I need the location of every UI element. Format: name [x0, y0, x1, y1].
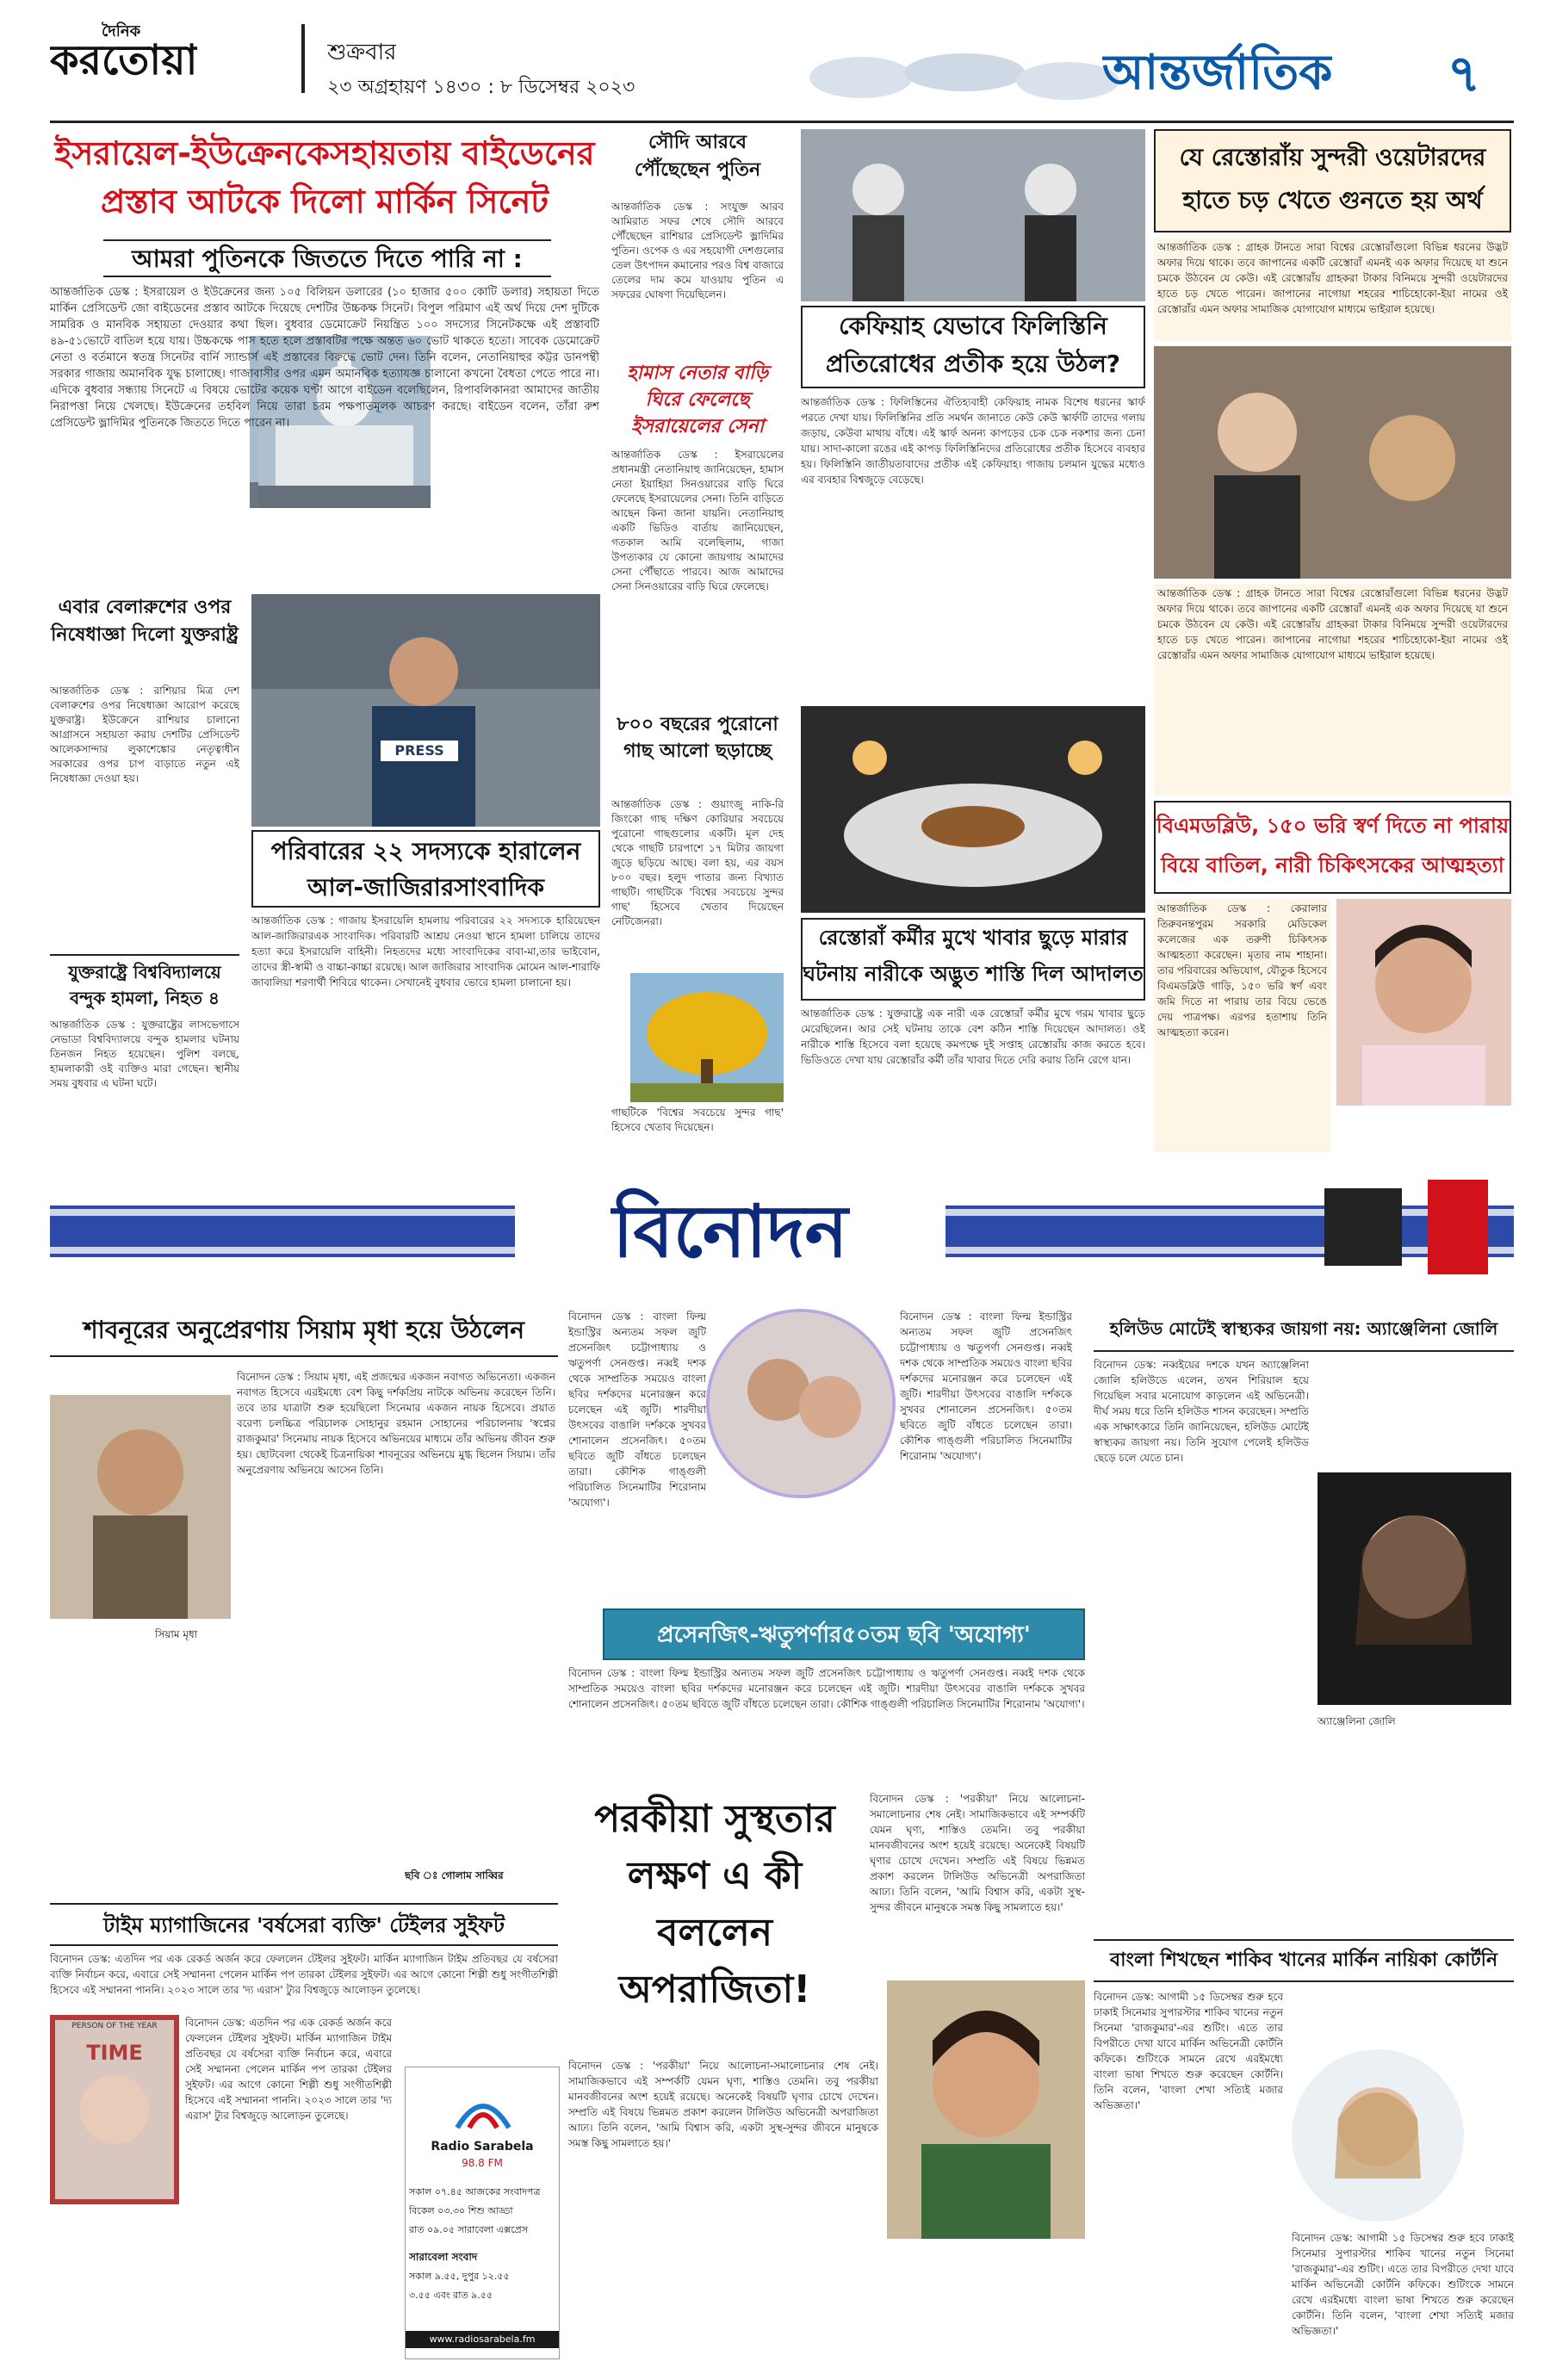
masthead	[0, 0, 1550, 121]
tree-title: ৮০০ বছরের পুরোনো গাছ আলো ছড়াচ্ছে	[617, 714, 778, 762]
parakiya-text-repeat: বিনোদন ডেস্ক : 'পরকীয়া' নিয়ে আলোচনা-সমালোচনার শেষ নেই। সামাজিকভাবে এই সম্পর্কটি যেমন ঘৃণ্য, শাস্তিও তেমনি। তবু পরকীয়া মানবজীবনের অংশ হয়েই রয়েছে। অনেকেই বিষয়টি ঘৃণার চোখে দেখেন। সম্প্রতি এই বিষয়ে ভিন্নমত প্রকাশ করলেন টালিউড অভিনেত্রী অপরাজিতা আঢ্য। তিনি বলেন, 'আমি বিশ্বাস করি, একটা সুস্থ-সুন্দর জীবনে মানুষকে সমস্ত কিছু সামলাতে হয়।'	[870, 1793, 1085, 1913]
waitress-title: যে রেস্তোরাঁয় সুন্দরী ওয়েটারদের হাতে চড় খেতে গুনতে হয় অর্থ	[1179, 143, 1486, 214]
waitress-text-repeat: আন্তর্জাতিক ডেস্ক : গ্রাহক টানতে সারা বিশ্বের রেস্তোরাঁগুলো বিভিন্ন ধরনের উদ্ভট অফার দিয়ে থাকে। তবে জাপানের একটি রেস্তোরাঁ এমনই এক অফার দিয়েছে যা শুনে চমকে উঠবেন যে কেউ। এই রেস্তোরাঁয় গ্রাহকরা টাকার বিনিময়ে সুন্দরী ওয়েটারদের হাতে চড় খেতে পারেন। জাপানের নাগোয়া শহরের শাচিহোকো-ইয়া নামের ওই রেস্তোরাঁর এমন অফার সামাজিক যোগাযোগ মাধ্যমে ভাইরাল হয়েছে।	[1157, 587, 1508, 661]
keffiyeh-photo	[801, 129, 1145, 301]
kofi-photo	[1292, 2049, 1464, 2222]
parakiya-text-top	[870, 1791, 1085, 1963]
time-text-2	[185, 2015, 392, 2359]
issue-date: ২৩ অগ্রহায়ণ ১৪৩০ : ৮ ডিসেম্বর ২০২৩	[327, 77, 636, 98]
keffiyeh-title: কেফিয়াহ যেভাবে ফিলিস্তিনি প্রতিরোধের প্রতীক হয়ে উঠল?	[801, 306, 1145, 388]
keffiyeh-text: আন্তর্জাতিক ডেস্ক : ফিলিস্তিনের ঐতিহ্যবাহী কেফিয়াহ নামক বিশেষ ধরনের স্কার্ফ পরতে দেখা যায়। ফিলিস্তিনির প্রতি সমর্থন জানাতে কেউ কেউ স্কার্ফটি তাদের গলায় জড়ায়, কেউবা মাথায় বাঁধে। এই স্কার্ফ অনন্য কাপড়ের চেক চেক নকশার জন্য চেনা যায়। সাদা-কালো রঙের এই কাপড় ফিলিস্তিনিদের প্রতিরোধের প্রতীক হিসেবে ব্যবহার হয়। ফিলিস্তিনি জাতীয়তাবাদের প্রতীক এই কেফিয়াহ। গাজায় চলমান যুদ্ধের মধ্যেও এর ব্যবহার বিশ্বজুড়ে বেড়েছে।	[801, 396, 1145, 486]
time-title: টাইম ম্যাগাজিনের 'বর্ষসেরা ব্যক্তি' টেইলর সুইফট	[50, 1903, 558, 1946]
bmw-title: বিএমডব্লিউ, ১৫০ ভরি স্বর্ণ দিতে না পারায় বিয়ে বাতিল, নারী চিকিৎসকের আত্মহত্যা	[1156, 814, 1510, 877]
kofi-text-right	[1292, 2230, 1514, 2359]
radio-url[interactable]: www.radiosarabela.fm	[406, 2331, 559, 2348]
prosenjit-text: বিনোদন ডেস্ক : বাংলা ফিল্ম ইন্ডাস্ট্রির অন্যতম সফল জুটি প্রসেনজিৎ চট্টোপাধ্যায় ও ঋতুপর্ণা সেনগুপ্ত। নব্বই দশক থেকে সাম্প্রতিক সময়েও বাংলা ছবির দর্শকদের মনোরঞ্জন করে চলেছেন এই জুটি। শারদীয়া উৎসবের বাঙালি দর্শককে সুখবর শোনালেন প্রসেনজিৎ। ৫০তম ছবিতে জুটি বাঁধতে চলেছেন তারা। কৌশিক গাঙ্গুলী পরিচালিত সিনেমাটির শিরোনাম 'অযোগ্য'।	[568, 1311, 706, 1509]
jolie-caption: অ্যাঞ্জেলিনা জোলি	[1318, 1715, 1396, 1727]
lead-text: আন্তর্জাতিক ডেস্ক : ইসরায়েল ও ইউক্রেনের জন্য ১০৫ বিলিয়ন ডলারের (১০ হাজার ৫০০ কোটি ডলার) সহায়তা দিতে মার্কিন প্রেসিডেন্ট জো বাইডেনের প্রস্তাব আটকে দিয়েছে দেশটির উচ্চকক্ষ সিনেট। বিপুল পরিমাণ এই অর্থ দিয়ে দেশ দুটিকে সামরিক ও মানবিক সহায়তা দেওয়ার কথা ছিল। বুধবার ডেমোক্রেট নিয়ন্ত্রিত ১০০ সদস্যের সিনেটকক্ষে এই প্রস্তাবটি ৪৯-৫১ভোটে বাতিল হয়ে যায়। উচ্চকক্ষে পাস হতে হলে প্রস্তাবটির পক্ষে অন্তত ৬০ ভোট থাকতে হতো। সাবেক ডেমোক্রেট নেতা ও বর্তমানে স্বতন্ত্র সিনেটর বার্নি স্যান্ডার্স এই প্রস্তাবের বিরুদ্ধে ভোট দেন। তিনি বলেন, নেতানিয়াহুর কট্টর ডানপন্থী সরকার গাজায় অমানবিক যুদ্ধ চালাচ্ছে। গাজাবাসীর ওপর এমন অমানবিক হত্যাযজ্ঞ চালানো কখনো বৈধতা পেতে পারে না। এদিকে বুধবার সন্ধ্যায় সিনেটে এ বিষয়ে ভোটের কয়েক ঘণ্টা আগে বাইডেন বলেছিলেন, রিপাবলিকানরা আমাদের জাতীয় নিরাপত্তা নিয়ে খেলছে। ইউক্রেনের তহবিল নিয়ে তারা চরম পক্ষপাতমূলক আচরণ করছে। বাইডেন বলেন, তাঁরা রুশ প্রেসিডেন্ট ভ্লাদিমির পুতিনকে জিততে দিতে পারেন না।	[50, 286, 599, 430]
waitress-text: আন্তর্জাতিক ডেস্ক : গ্রাহক টানতে সারা বিশ্বের রেস্তোরাঁগুলো বিভিন্ন ধরনের উদ্ভট অফার দিয়ে থাকে। তবে জাপানের একটি রেস্তোরাঁ এমনই এক অফার দিয়েছে যা শুনে চমকে উঠবেন যে কেউ। এই রেস্তোরাঁয় গ্রাহকরা টাকার বিনিময়ে সুন্দরী ওয়েটারদের হাতে চড় খেতে পারেন। জাপানের নাগোয়া শহরের শাচিহোকো-ইয়া নামের ওই রেস্তোরাঁর এমন অফার সামাজিক যোগাযোগ মাধ্যমে ভাইরাল হয়েছে।	[1154, 238, 1511, 341]
prosenjit-text-right	[900, 1309, 1072, 1602]
shooting-text: আন্তর্জাতিক ডেস্ক : যুক্তরাষ্ট্রের লাসভেগাসে নেভাডা বিশ্ববিদ্যালয়ে বন্দুক হামলার ঘটনায় তিনজন নিহত হয়েছেন। পুলিশ বলছে, হামলাকারী ওই ব্যক্তিও মারা গেছেন। স্থানীয় সময় বুধবার এ ঘটনা ঘটে।	[50, 1019, 239, 1089]
jolie-text: বিনোদন ডেস্ক: নব্বইয়ের দশকে যখন অ্যাঞ্জেলিনা জোলি হলিউডে এলেন, তখন শিরিয়াল হয়ে গিয়েছিল সবার মনোযোগ কাড়লেন এই অভিনেত্রী। দীর্ঘ সময় ধরে তিনি হলিউড শাসন করেছেন। সম্প্রতি এক সাক্ষাৎকারে তিনি জানিয়েছেন, হলিউড মোটেই স্বাস্থ্যকর জায়গা নয়। তিনি সুযোগ পেলেই হলিউড ছেড়ে চলে যেতে চান।	[1094, 1359, 1309, 1464]
time-text-repeat: বিনোদন ডেস্ক: এতদিন পর এক রেকর্ড অর্জন করে ফেললেন টেইলর সুইফট। মার্কিন ম্যাগাজিন টাইম প্রতিবছর যে বর্ষসেরা ব্যক্তি নির্বাচন করে, এবারে সেই সম্মাননা পেলেন মার্কিন পপ তারকা টেইলর সুইফট। এর আগে কোনো শিল্পী শুধু সংগীতশিল্পী হিসেবে এই সম্মাননা পাননি। ২০২৩ সালে তার 'দ্য এরাস' ট্যুর বিশ্বজুড়ে আলোড়ন তুলেছে।	[185, 2017, 392, 2122]
time-text: বিনোদন ডেস্ক: এতদিন পর এক রেকর্ড অর্জন করে ফেললেন টেইলর সুইফট। মার্কিন ম্যাগাজিন টাইম প্রতিবছর যে বর্ষসেরা ব্যক্তি নির্বাচন করে, এবারে সেই সম্মাননা পেলেন মার্কিন পপ তারকা টেইলর সুইফট। এর আগে কোনো শিল্পী শুধু সংগীতশিল্পী হিসেবে এই সম্মাননা পাননি। ২০২৩ সালে তার 'দ্য এরাস' ট্যুর বিশ্বজুড়ে আলোড়ন তুলেছে।	[50, 1953, 558, 1996]
masthead-divider	[301, 24, 305, 93]
siam-photo	[50, 1395, 231, 1619]
waitress-photo	[1154, 346, 1511, 579]
bmw-text: আন্তর্জাতিক ডেস্ক : কেরালার তিরুবনন্তপুরম সরকারি মেডিকেল কলেজের এক তরুণী চিকিৎসক আত্মহত্যা করেছেন। মৃতার নাম শাহানা। তার পরিবারের অভিযোগ, যৌতুক হিসেবে বিএমডব্লিউ গাড়ি, ১৫০ ভরি স্বর্ণ এবং জমি দিতে না পারায় তার বিয়ে ভেঙে দেয় পাত্রপক্ষ। এরপর হতাশায় তিনি আত্মহত্যা করেন।	[1154, 899, 1330, 1152]
hamas-text: আন্তর্জাতিক ডেস্ক : ইসরায়েলের প্রধানমন্ত্রী নেতানিয়াহু জানিয়েছেন, হামাস নেতা ইয়াহিয়া সিনওয়ারের বাড়ি ঘিরে ফেলেছে ইসরায়েলের সেনা। তিনি বাড়িতে আছেন কিনা জানা যায়নি। নেতানিয়াহু একটি ভিডিও বার্তায় জানিয়েছেন, গতকাল আমি বলেছিলাম, গাজা উপত্যকার যে কোনো জায়গায় আমাদের সেনা পৌঁছাতে পারবে। আজ আমাদের সেনা সিনওয়ারের বাড়ি ঘিরে ফেলেছে।	[611, 449, 784, 592]
radio-news-time-1: ৩.৫৫ এবং রাত ৯.৫৫	[409, 2290, 493, 2301]
kofi-text-repeat: বিনোদন ডেস্ক: আগামী ১৫ ডিসেম্বর শুরু হবে ঢাকাই সিনেমার সুপারস্টার শাকিব খানের নতুন সিনেমা 'রাজকুমার'-এর শুটিং। এতে তার বিপরীতে দেখা যাবে মার্কিন অভিনেত্রী কোর্টনি কফিকে। শুটিংকে সামনে রেখে এরইমধ্যে বাংলা ভাষা শিখতে শুরু করেছেন কোর্টনি। তিনি বলেন, 'বাংলা শেখা সত্যিই মজার অভিজ্ঞতা।'	[1292, 2232, 1514, 2337]
radio-schedule-0: সকাল ০৭.৪৫ আজকের সংবাদপত্র	[409, 2186, 541, 2197]
time-cover	[50, 2015, 179, 2204]
journalist-photo	[251, 594, 600, 827]
world-map-decoration	[801, 43, 1128, 112]
saudi-title: সৌদি আরবে পৌঁছেছেন পুতিন	[634, 132, 761, 181]
radio-ad	[405, 2067, 560, 2359]
press-label: PRESS	[394, 742, 444, 759]
prosenjit-title: প্রসেনজিৎ-ঋতুপর্ণার৫০তম ছবি 'অযোগ্য'	[603, 1608, 1085, 1660]
parakiya-title: পরকীয়া সুস্থতার লক্ষণ এ কী বললেন অপরাজিতা!	[594, 1797, 835, 2011]
journalist-title: পরিবারের ২২ সদস্যকে হারালেন আল-জাজিরারসাংবাদিক	[251, 830, 600, 908]
tree-text: আন্তর্জাতিক ডেস্ক : গুয়াংজু নাকি-রি জিংকো গাছ দক্ষিণ কোরিয়ার সবচেয়ে পুরোনো গাছগুলোর একটি। মূল দেহ থেকে গাছটি চারপাশে ১৭ মিটার জায়গা জুড়ে ছড়িয়ে আছে। বলা হয়, এর বয়স ৮০০ বছর। হলুদ পাতার জন্য বিখ্যাত গাছটি। গাছটিকে 'বিশ্বের সবচেয়ে সুন্দর গাছ' হিসেবে খেতাব দিয়েছেন নেটিজেনরা।	[611, 798, 784, 927]
lead-title: ইসরায়েল-ইউক্রেনকেসহায়তায় বাইডেনের প্রস্তাব আটকে দিলো মার্কিন সিনেট	[54, 134, 595, 220]
shooting-title: যুক্তরাষ্ট্রে বিশ্ববিদ্যালয়ে বন্দুক হামলা, নিহত ৪	[50, 954, 239, 1014]
belarus-text: আন্তর্জাতিক ডেস্ক : রাশিয়ার মিত্র দেশ বেলারুশের ওপর নিষেধাজ্ঞা আরোপ করেছে যুক্তরাষ্ট্র। ইউক্রেনে রাশিয়ার চালানো আগ্রাসনে সহায়তা করায় দেশটির প্রেসিডেন্ট আলেকসান্দার লুকাশেঙ্কোর নেতৃত্বাধীন সরকারের ওপর চাপ বাড়াতে নতুন এই নিষেধাজ্ঞা দেওয়া হয়।	[50, 685, 239, 784]
radio-news-time-0: সকাল ৯.৫৫, দুপুর ১২.৫৫	[409, 2271, 510, 2282]
saudi-text: আন্তর্জাতিক ডেস্ক : সংযুক্ত আরব আমিরাত সফর শেষে সৌদি আরবে পৌঁছেছেন রাশিয়ার প্রেসিডেন্ট ভ্লাদিমির পুতিন। ওপেক ও এর সহযোগী দেশগুলোর তেল উৎপাদন কমানোর পরও বিশ্ব বাজারে তেলের দাম কমে যাওয়ায় পুতিন এ সফরের ঘোষণা দিয়েছিলেন।	[611, 201, 784, 301]
prosenjit-text-bottom	[568, 1665, 1085, 1777]
lead-subtitle: আমরা পুতিনকে জিততে দিতে পারি না :	[103, 239, 551, 277]
prosenjit-text-repeat: বিনোদন ডেস্ক : বাংলা ফিল্ম ইন্ডাস্ট্রির অন্যতম সফল জুটি প্রসেনজিৎ চট্টোপাধ্যায় ও ঋতুপর্ণা সেনগুপ্ত। নব্বই দশক থেকে সাম্প্রতিক সময়েও বাংলা ছবির দর্শকদের মনোরঞ্জন করে চলেছেন এই জুটি। শারদীয়া উৎসবের বাঙালি দর্শককে সুখবর শোনালেন প্রসেনজিৎ। ৫০তম ছবিতে জুটি বাঁধতে চলেছেন তারা। কৌশিক গাঙ্গুলী পরিচালিত সিনেমাটির শিরোনাম 'অযোগ্য'।	[900, 1311, 1072, 1462]
jolie-text-right	[1318, 1714, 1514, 1937]
kofi-title: বাংলা শিখছেন শাকিব খানের মার্কিন নায়িকা কোর্টনি	[1094, 1939, 1514, 1982]
restaurant-judge-text: আন্তর্জাতিক ডেস্ক : যুক্তরাষ্ট্রে এক নারী এক রেস্তোরাঁ কর্মীর মুখে গরম খাবার ছুড়ে মেরেছিলেন। আর সেই ঘটনায় তাকে বেশ কঠিন শাস্তি দিয়েছেন আদালত। ওই নারীকে শাস্তি হিসেবে বলা হয়েছে কমপক্ষে দুই সপ্তাহ রেস্তোরাঁয় কাজ করতে হবে। ভিডিওতে দেখা যায় রেস্তোরাঁর কর্মী তাঁর খাবার দিতে দেরি করায় তিনি রেগে যান।	[801, 1007, 1145, 1066]
prosenjit-photo	[706, 1309, 896, 1498]
waitress-title-box	[1154, 129, 1511, 232]
bmw-title-box	[1154, 801, 1511, 894]
belarus-title: এবার বেলারুশের ওপর নিষেধাজ্ঞা দিলো যুক্তরাষ্ট্র	[51, 597, 239, 646]
time-cover-brand: TIME	[86, 2041, 143, 2065]
brand-small: দৈনিক	[102, 22, 141, 40]
issue-day: শুক্রবার	[327, 40, 397, 65]
kofi-text: বিনোদন ডেস্ক: আগামী ১৫ ডিসেম্বর শুরু হবে ঢাকাই সিনেমার সুপারস্টার শাকিব খানের নতুন সিনেমা 'রাজকুমার'-এর শুটিং। এতে তার বিপরীতে দেখা যাবে মার্কিন অভিনেত্রী কোর্টনি কফিকে। শুটিংকে সামনে রেখে এরইমধ্যে বাংলা ভাষা শিখতে শুরু করেছেন কোর্টনি। তিনি বলেন, 'বাংলা শেখা সত্যিই মজার অভিজ্ঞতা।'	[1094, 1991, 1283, 2111]
prosenjit-text-repeat-2: বিনোদন ডেস্ক : বাংলা ফিল্ম ইন্ডাস্ট্রির অন্যতম সফল জুটি প্রসেনজিৎ চট্টোপাধ্যায় ও ঋতুপর্ণা সেনগুপ্ত। নব্বই দশক থেকে সাম্প্রতিক সময়েও বাংলা ছবির দর্শকদের মনোরঞ্জন করে চলেছেন এই জুটি। শারদীয়া উৎসবের বাঙালি দর্শককে সুখবর শোনালেন প্রসেনজিৎ। ৫০তম ছবিতে জুটি বাঁধতে চলেছেন তারা। কৌশিক গাঙ্গুলী পরিচালিত সিনেমাটির শিরোনাম 'অযোগ্য'।	[568, 1667, 1085, 1710]
siam-caption: সিয়াম মৃধা	[155, 1628, 198, 1640]
time-cover-label: PERSON OF THE YEAR	[71, 2022, 158, 2030]
radio-schedule-1: বিকেল ০৩.৩০ শিশু আড্ডা	[409, 2205, 513, 2216]
hamas-title: হামাস নেতার বাড়ি ঘিরে ফেলেছে ইসরায়েলের সেনা	[626, 363, 769, 437]
jolie-photo	[1318, 1472, 1511, 1705]
siam-title: শাবনূরের অনুপ্রেরণায় সিয়াম মৃধা হয়ে উঠলেন	[50, 1309, 558, 1357]
waitress-text-more	[1154, 584, 1511, 796]
radio-freq: 98.8 FM	[462, 2157, 503, 2169]
radio-schedule-2: রাত ০৯.০৫ সারাবেলা এক্সপ্রেস	[409, 2224, 529, 2235]
siam-text: বিনোদন ডেস্ক : সিয়াম মৃধা, এই প্রজন্মের একজন নবাগত অভিনেতা। একজন নবাগত হিসেবে এরইমধ্যে বেশ কিছু দর্শকপ্রিয় নাটকে অভিনয় করেছেন তিনি। তবে তার যাত্রাটা শুরু হয়েছিলো সিনেমার একজন নায়ক হিসেবে। প্রয়াত বরেণ্য চলচ্চিত্র পরিচালক সোহানুর রহমান সোহানের পরিচালনায় 'স্বপ্নের রাজকুমার' সিনেমায় নায়ক হিসেবে অভিনয়ের মাধ্যমে তাঁর অভিনয় জীবন শুরু হয়। ছোটবেলা থেকেই চিত্রনায়িকা শাবনূরের অভিনয়ে মুগ্ধ ছিলেন সিয়াম। তাঁর অনুপ্রেরণায় অভিনয়ে আসেন তিনি।	[237, 1371, 555, 1476]
aparajita-photo	[887, 1980, 1085, 2239]
radio-logo-icon	[449, 2085, 518, 2136]
journalist-text: আন্তর্জাতিক ডেস্ক : গাজায় ইসরায়েলি হামলায় পরিবারের ২২ সদস্যকে হারিয়েছেন আল-জাজিরারএক সাংবাদিক। পরিবারটি আশ্রয় নেওয়া স্থানে হামলা চালিয়ে তাদের হত্যা করে ইসরায়েলি বাহিনী। নিহতদের মধ্যে সাংবাদিকের বাবা-মা,তার ভাইবোন, তাদের স্ত্রী-স্বামী ও বাচ্চা-কাচ্চা রয়েছে। আল জাজিরার সাংবাদিক মোমেন আল-শারাফি জাবালিয়া শরণার্থী শিবিরে থাকেন। সেখানেই বুধবার ভোরে হামলা চালানো হয়।	[251, 914, 600, 989]
entertainment-banner	[50, 1171, 1514, 1292]
restaurant-photo	[801, 706, 1145, 913]
section-title: আন্তর্জাতিক	[1102, 45, 1333, 101]
jolie-title: হলিউড মোটেই স্বাস্থ্যকর জায়গা নয়: অ্যাঞ্জেলিনা জোলি	[1094, 1309, 1514, 1352]
tree-photo	[630, 973, 784, 1102]
radio-name: Radio Sarabela	[431, 2140, 534, 2154]
page-number: ৭	[1447, 44, 1481, 104]
tree-caption: গাছটিকে 'বিশ্বের সবচেয়ে সুন্দর গাছ' হিসেবে খেতাব দিয়েছেন।	[611, 1106, 784, 1133]
radio-news-label: সারাবেলা সংবাদ	[409, 2251, 478, 2263]
brand-name: করতোয়া	[50, 36, 198, 84]
siam-byline: ছবি ঃ গোলাম সাব্বির	[405, 1869, 504, 1881]
parakiya-text: বিনোদন ডেস্ক : 'পরকীয়া' নিয়ে আলোচনা-সমালোচনার শেষ নেই। সামাজিকভাবে এই সম্পর্কটি যেমন ঘৃণ্য, শাস্তিও তেমনি। তবু পরকীয়া মানবজীবনের অংশ হয়েই রয়েছে। অনেকেই বিষয়টি ঘৃণার চোখে দেখেন। সম্প্রতি এই বিষয়ে ভিন্নমত প্রকাশ করলেন টালিউড অভিনেত্রী অপরাজিতা আঢ্য। তিনি বলেন, 'আমি বিশ্বাস করি, একটা সুস্থ-সুন্দর জীবনে মানুষকে সমস্ত কিছু সামলাতে হয়।'	[568, 2060, 878, 2149]
entertainment-banner-title: বিনোদন	[515, 1180, 946, 1283]
masthead-rule	[50, 121, 1514, 123]
bmw-photo	[1336, 899, 1511, 1106]
restaurant-judge-title: রেস্তোরাঁ কর্মীর মুখে খাবার ছুড়ে মারার ঘটনায় নারীকে অদ্ভুত শাস্তি দিল আদালত	[801, 918, 1145, 1001]
